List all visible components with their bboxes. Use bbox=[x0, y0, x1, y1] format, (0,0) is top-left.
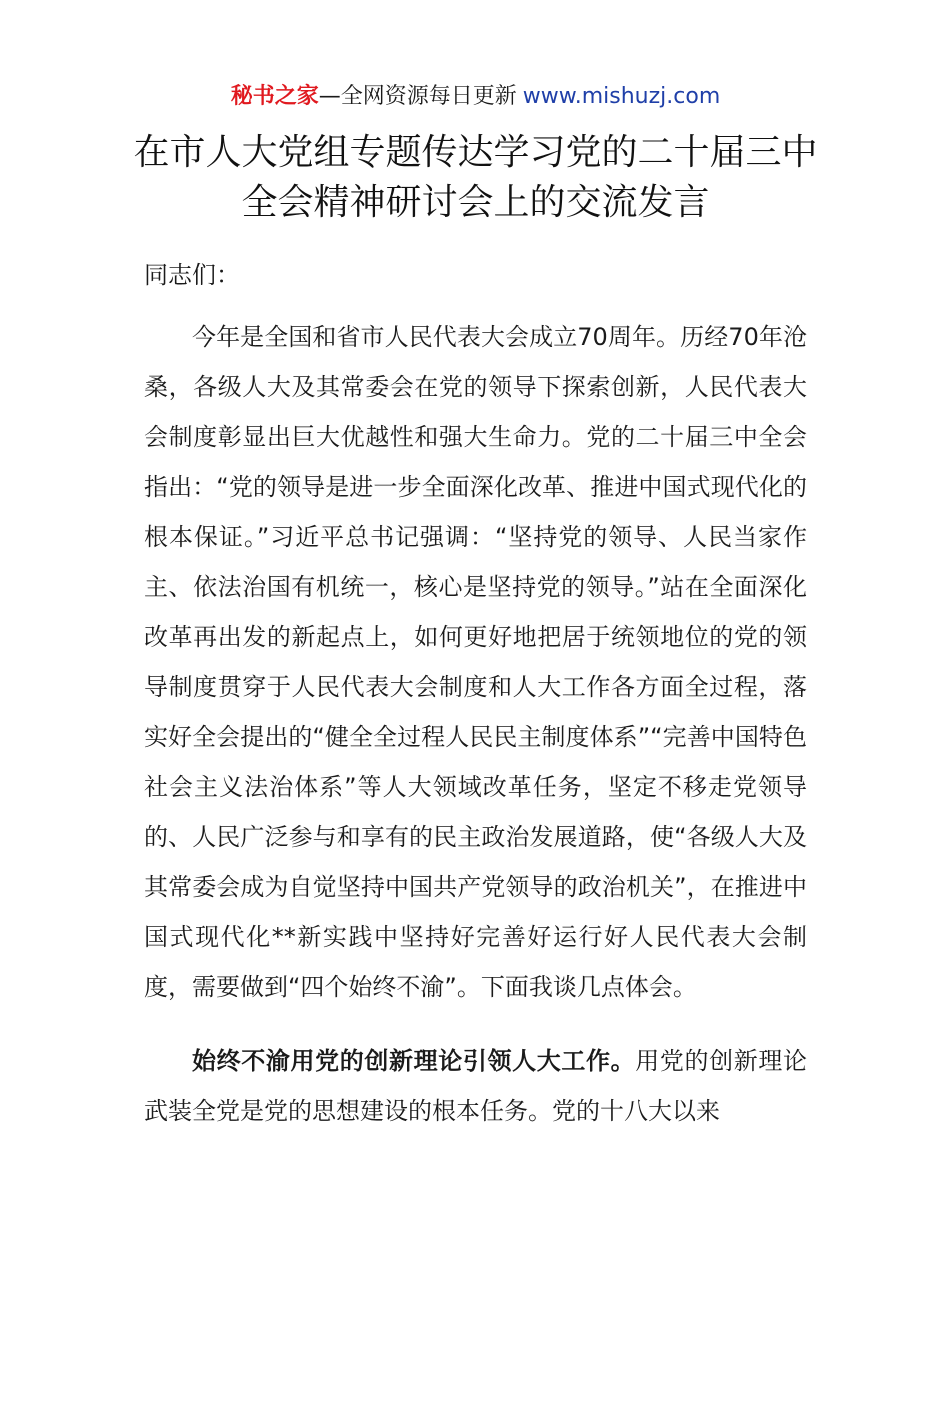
header-tagline: —全网资源每日更新 bbox=[318, 84, 517, 109]
salutation: 同志们： bbox=[144, 261, 240, 289]
section-heading: 始终不渝用党的创新理论引领人大工作。 bbox=[192, 1047, 636, 1075]
paragraph-intro: 今年是全国和省市人民代表大会成立70周年。历经70年沧桑，各级人大及其常委会在党的领导下探索创新，人民代表大会制度彰显出巨大优越性和强大生命力。党的二十届三中全会指出：“党的领导是进一步全面深化改革、推进中国式现代化的根本保证。”习近平总书记强调：“坚持党的领导、人民当家作主、依法治国有机统一，核心是坚持党的领导。”站在全面深化改革再出发的新起点上，如何更好地把居于统领地位的党的领导制度贯穿于人民代表大会制度和人大工作各方面全过程，落实好全会提出的“健全全过程人民民主制度体系”“完善中国特色社会主义法治体系”等人大领域改革任务，坚定不移走党领导的、人民广泛参与和享有的民主政治发展道路，使“各级人大及其常委会成为自觉坚持中国共产党领导的政治机关”，在推进中国式现代化**新实践中坚持好完善好运行好人民代表大会制度，需要做到“四个始终不渝”。下面我谈几点体会。 bbox=[144, 323, 807, 1001]
document-title: 在市人大党组专题传达学习党的二十届三中全会精神研讨会上的交流发言 bbox=[133, 132, 818, 223]
document-page bbox=[0, 80, 950, 1424]
site-header bbox=[144, 80, 807, 114]
site-url-link[interactable]: www.mishuzj.com bbox=[522, 84, 721, 109]
section-body: 用党的创新理论武装全党是党的思想建设的根本任务。党的十八大以来 bbox=[144, 1047, 807, 1125]
brand-name: 秘书之家 bbox=[230, 84, 319, 109]
paragraph-section-one bbox=[144, 1036, 807, 1136]
